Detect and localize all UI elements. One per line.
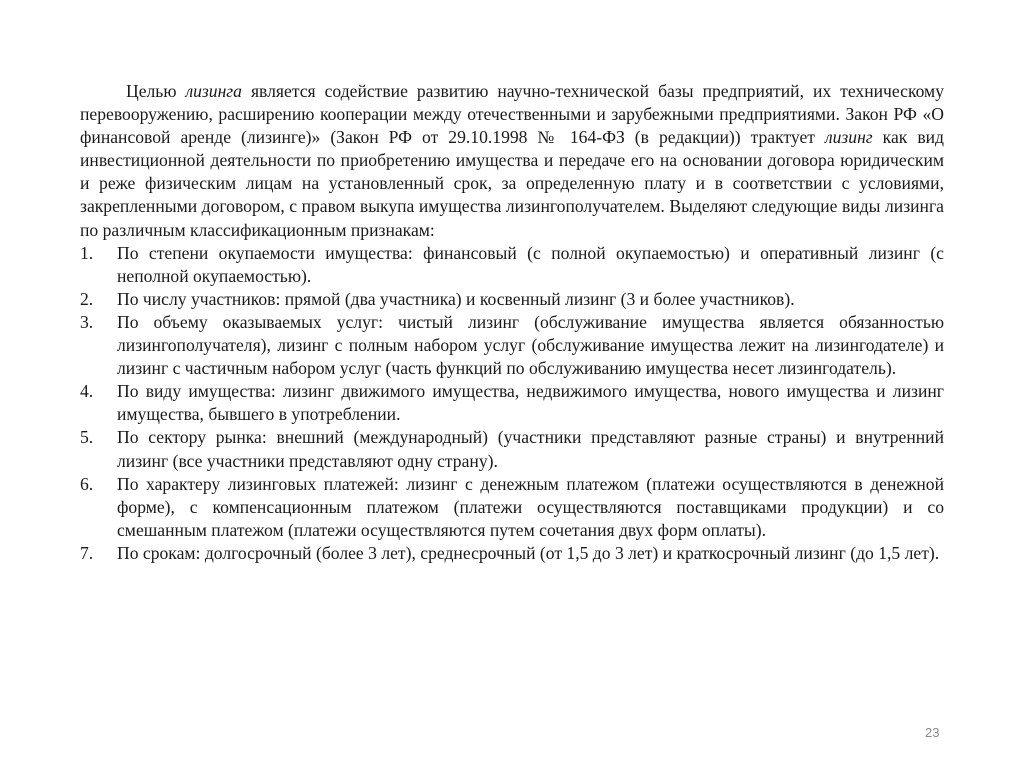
classification-list bbox=[80, 242, 944, 565]
list-item-text: По числу участников: прямой (два участника) и косвенный лизинг (3 и более участников). bbox=[117, 288, 795, 309]
page-number: 23 bbox=[925, 725, 940, 740]
list-item-text: По характеру лизинговых платежей: лизинг с денежным платежом (платежи осуществляются в денежной форме), с компенсационным платежом (платежи осуществляются поставщиками продукции) и со смешанным платежом (платежи осуществляются путем сочетания двух форм оплаты). bbox=[117, 473, 944, 540]
list-item bbox=[80, 380, 944, 426]
list-item bbox=[80, 242, 944, 288]
list-item-number: 2. bbox=[80, 288, 94, 309]
list-item bbox=[80, 311, 944, 380]
intro-term-leasing-1: лизинга bbox=[185, 81, 242, 101]
intro-text-2: является содействие развитию научно-технической базы предприятий, их техническому перевооружению, расширению кооперации между отечественными и зарубежными предприятиями. Закон РФ «О финансовой аренде (лизинге)» (Закон РФ от 29.10.1998 № 164-ФЗ (в редакции)) трактует bbox=[80, 81, 944, 148]
list-item bbox=[80, 426, 944, 472]
document-page bbox=[80, 80, 944, 565]
intro-text-3: как вид инвестиционной деятельности по приобретению имущества и передаче его на основании договора юридическим и реже физическим лицам на установленный срок, за определенную плату и в соответствии с условиями, закрепленными договором, с правом выкупа имущества лизингополучателем. Выделяют следующие виды лизинга по различным классификационным признакам: bbox=[80, 127, 944, 240]
list-item-number: 7. bbox=[80, 542, 94, 563]
list-item-number: 5. bbox=[80, 427, 94, 448]
list-item bbox=[80, 473, 944, 542]
list-item-text: По степени окупаемости имущества: финансовый (с полной окупаемостью) и оперативный лизинг (с неполной окупаемостью). bbox=[117, 242, 944, 286]
list-item-number: 3. bbox=[80, 311, 94, 332]
intro-term-leasing-2: лизинг bbox=[824, 127, 873, 148]
intro-paragraph bbox=[80, 80, 944, 242]
list-item-text: По объему оказываемых услуг: чистый лизинг (обслуживание имущества является обязанностью лизингополучателя), лизинг с полным набором услуг (обслуживание имущества лежит на лизингодателе) и лизинг с частичным набором услуг (часть функций по обслуживанию имущества несет лизингодатель). bbox=[117, 311, 944, 379]
list-item-text: По срокам: долгосрочный (более 3 лет), среднесрочный (от 1,5 до 3 лет) и краткосрочный лизинг (до 1,5 лет). bbox=[117, 542, 940, 563]
list-item-number: 1. bbox=[80, 242, 94, 263]
intro-text-1: Целью bbox=[126, 81, 186, 101]
list-item-text: По сектору рынка: внешний (международный) (участники представляют разные страны) и внутренний лизинг (все участники представляют одну страну). bbox=[117, 427, 944, 471]
list-item-number: 6. bbox=[80, 473, 94, 494]
list-item bbox=[80, 288, 944, 311]
list-item-number: 4. bbox=[80, 381, 94, 402]
list-item bbox=[80, 542, 944, 565]
list-item-text: По виду имущества: лизинг движимого имущества, недвижимого имущества, нового имущества и лизинг имущества, бывшего в употреблении. bbox=[117, 381, 944, 425]
